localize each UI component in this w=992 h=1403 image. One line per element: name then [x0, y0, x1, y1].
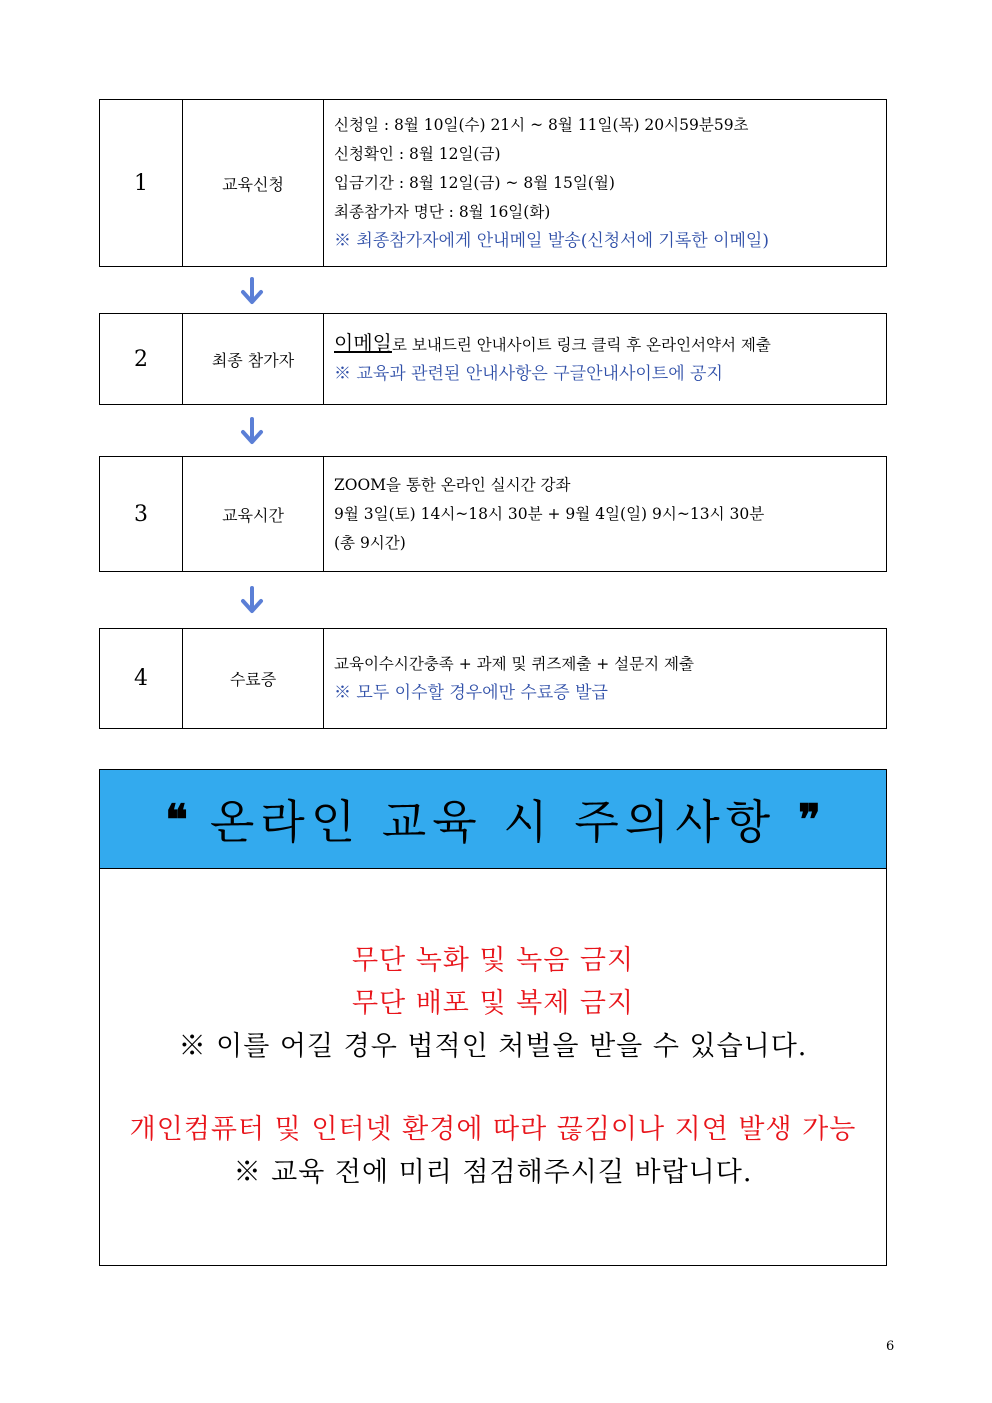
open-quote-icon: ❝: [165, 794, 188, 844]
step-3-row: [99, 456, 887, 572]
notice-header: [100, 770, 886, 869]
arrow-down-icon: [238, 277, 266, 305]
arrow-down-icon: [238, 586, 266, 614]
notice-box: [99, 769, 887, 1266]
step-content: [324, 457, 886, 571]
course-format-line: ZOOM을 통한 온라인 실시간 강좌: [334, 475, 571, 494]
step-1-row: [99, 99, 887, 267]
certificate-requirements-line: 교육이수시간충족 + 과제 및 퀴즈제출 + 설문지 제출: [334, 654, 694, 673]
application-date-line: 신청일 : 8월 10일(수) 21시 ~ 8월 11일(목) 20시59분59초: [334, 115, 749, 134]
payment-period-line: 입금기간 : 8월 12일(금) ~ 8월 15일(월): [334, 173, 615, 192]
step-note: ※ 모두 이수할 경우에만 수료증 발급: [334, 682, 608, 703]
no-recording-warning: 무단 녹화 및 녹음 금지: [351, 945, 635, 976]
step-title: 최종 참가자: [183, 314, 324, 404]
notice-body: [100, 869, 886, 1194]
course-schedule-line: 9월 3일(토) 14시~18시 30분 + 9월 4일(일) 9시~13시 30분: [334, 504, 765, 523]
step-title: 교육신청: [183, 100, 324, 266]
legal-penalty-note: ※ 이를 어길 경우 법적인 처벌을 받을 수 있습니다.: [178, 1031, 808, 1062]
step-title: 수료증: [183, 629, 324, 728]
check-beforehand-note: ※ 교육 전에 미리 점검해주시길 바랍니다.: [233, 1157, 753, 1188]
step-number: 1: [100, 100, 183, 266]
email-instruction-text: 로 보내드린 안내사이트 링크 클릭 후 온라인서약서 제출: [391, 336, 771, 354]
step-2-row: [99, 313, 887, 405]
step-number: 4: [100, 629, 183, 728]
step-content: [324, 314, 886, 404]
close-quote-icon: ❞: [798, 794, 821, 844]
step-number: 2: [100, 314, 183, 404]
step-title: 교육시간: [183, 457, 324, 571]
no-distribution-warning: 무단 배포 및 복제 금지: [351, 988, 635, 1019]
arrow-down-icon: [238, 417, 266, 445]
email-instruction-line: [334, 329, 886, 360]
confirmation-date-line: 신청확인 : 8월 12일(금): [334, 144, 501, 163]
connection-warning: 개인컴퓨터 및 인터넷 환경에 따라 끊김이나 지연 발생 가능: [129, 1114, 857, 1145]
step-note: ※ 교육과 관련된 안내사항은 구글안내사이트에 공지: [334, 364, 723, 384]
final-list-date-line: 최종참가자 명단 : 8월 16일(화): [334, 202, 551, 221]
step-content: [324, 629, 886, 728]
step-content: [324, 100, 886, 266]
step-4-row: [99, 628, 887, 729]
step-note: ※ 최종참가자에게 안내메일 발송(신청서에 기록한 이메일): [334, 230, 769, 251]
page-number: 6: [886, 1339, 895, 1354]
email-word: 이메일: [334, 331, 392, 355]
notice-title: 온라인 교육 시 주의사항: [209, 795, 777, 849]
step-number: 3: [100, 457, 183, 571]
course-total-hours-line: (총 9시간): [334, 533, 406, 552]
